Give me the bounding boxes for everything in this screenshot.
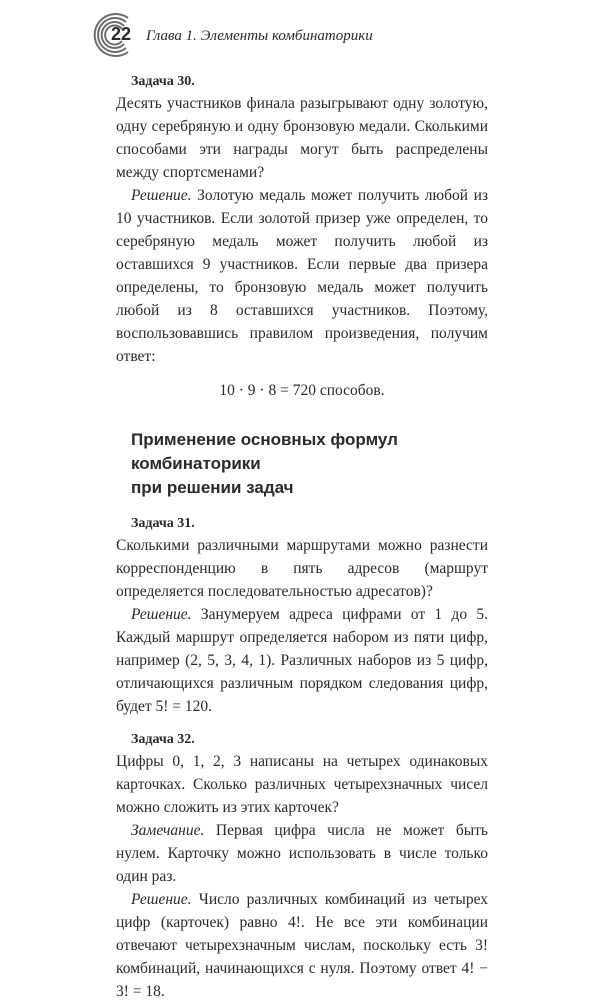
page-content (116, 72, 488, 1003)
task-solution (116, 184, 488, 368)
solution-text: Занумеруем адреса цифрами от 1 до 5. Каждый маршрут определяется набором из пяти цифр, например (2, 5, 3, 4, 1). Различных наборов из 5 цифр, отличающихся различным порядком следования цифр, будет 5! = 120. (116, 606, 488, 715)
task-statement: Цифры 0, 1, 2, 3 написаны на четырех одинаковых карточках. Сколько различных четырехзначных чисел можно сложить из этих карточек? (116, 753, 488, 816)
solution-label: Решение. (131, 187, 192, 204)
solution-label: Решение. (131, 891, 192, 908)
task-statement: Сколькими различными маршрутами можно разнести корреспонденцию в пять адресов (маршрут определяется последовательностью адресатов)? (116, 537, 488, 600)
section-heading (131, 428, 488, 500)
solution-text: Число различных комбинаций из четырех цифр (карточек) равно 4!. Не все эти комбинации отвечают четырехзначным числам, поскольку есть 3! комбинаций, начинающихся с нуля. Поэтому ответ 4! − 3! = 18. (116, 891, 488, 1000)
task-statement: Десять участников финала разыгрывают одну золотую, одну серебряную и одну бронзовую медали. Сколькими способами эти награды могут быть распределены между спортсменами? (116, 95, 488, 181)
task-32 (116, 730, 488, 1003)
task-solution (116, 888, 488, 1003)
section-heading-line1: Применение основных формул комбинаторики (131, 430, 398, 473)
task-solution (116, 603, 488, 718)
solution-text: Золотую медаль может получить любой из 10 участников. Если золотой призер уже определен, то серебряную медаль может получить любой из оставшихся 9 участников. Если первые два призера определены, то бронзовую медаль может получить любой из 8 оставшихся участников. Поэтому, воспользовавшись правилом произведения, получим ответ: (116, 187, 488, 365)
task-remark (116, 819, 488, 888)
task-title: Задача 31. (131, 516, 195, 531)
page-number: 22 (111, 24, 132, 44)
solution-label: Решение. (131, 606, 192, 623)
section-heading-line2: при решении задач (131, 478, 294, 497)
remark-label: Замечание. (131, 822, 205, 839)
task-title: Задача 32. (131, 732, 195, 747)
task-31 (116, 514, 488, 718)
remark-text: Первая цифра числа не может быть нулем. Карточку можно использовать в числе только один раз. (116, 822, 488, 885)
page-header (88, 10, 568, 60)
spacer (116, 500, 488, 514)
task-30 (116, 72, 488, 402)
formula: 10 · 9 · 8 = 720 способов. (219, 382, 385, 399)
task-title: Задача 30. (131, 74, 195, 89)
chapter-running-head: Глава 1. Элементы комбинаторики (146, 28, 373, 44)
spacer (116, 718, 488, 730)
